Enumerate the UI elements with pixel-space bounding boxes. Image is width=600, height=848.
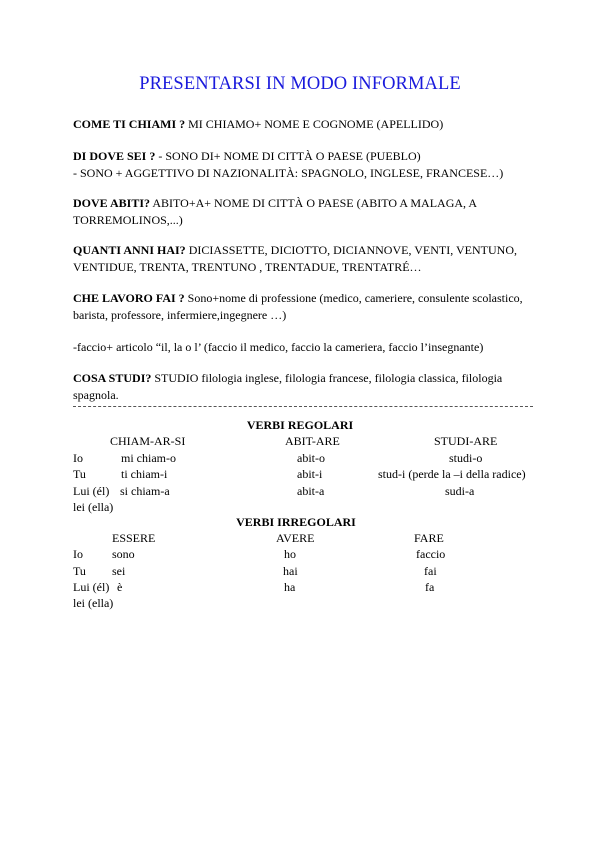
irregolari-column-2: AVERE bbox=[276, 531, 315, 545]
regolari-cell: si chiam-a bbox=[120, 484, 170, 498]
section-quanti-anni bbox=[73, 242, 543, 276]
regolari-cell: abit-o bbox=[297, 451, 325, 465]
regolari-subject: Lui (él) bbox=[73, 484, 110, 498]
irregolari-cell: sono bbox=[112, 547, 135, 561]
section-di-dove-sei bbox=[73, 148, 543, 182]
regolari-subject: Io bbox=[73, 451, 83, 465]
irregolari-cell: hai bbox=[283, 564, 298, 578]
regolari-cell: sudi-a bbox=[445, 484, 475, 498]
irregolari-cell: fa bbox=[425, 580, 435, 594]
irregolari-cell: fai bbox=[424, 564, 437, 578]
irregolari-cell: ho bbox=[284, 547, 296, 561]
section-faccio-note bbox=[73, 339, 543, 356]
question-label: DOVE ABITI? bbox=[73, 196, 151, 210]
regolari-cell: abit-i bbox=[297, 467, 323, 481]
irregolari-cell: è bbox=[117, 580, 123, 594]
question-label: COSA STUDI? bbox=[73, 371, 152, 385]
section-come-ti-chiami bbox=[73, 116, 543, 133]
regolari-heading: VERBI REGOLARI bbox=[246, 418, 354, 432]
irregolari-subject: Tu bbox=[73, 564, 86, 578]
question-label: QUANTI ANNI HAI? bbox=[73, 243, 186, 257]
irregolari-cell: sei bbox=[112, 564, 126, 578]
regolari-column-1: CHIAM-AR-SI bbox=[110, 434, 186, 448]
regolari-cell: abit-a bbox=[297, 484, 325, 498]
question-label: DI DOVE SEI ? bbox=[73, 149, 156, 163]
answer-text: ABITO+A+ NOME DI CITTÀ O PAESE (ABITO A MALAGA, A TORREMOLINOS,...) bbox=[73, 196, 477, 227]
regolari-subject: Tu bbox=[73, 467, 86, 481]
regolari-subject: lei (ella) bbox=[73, 500, 114, 514]
irregolari-column-3: FARE bbox=[414, 531, 444, 545]
section-che-lavoro bbox=[73, 290, 543, 324]
irregolari-subject: lei (ella) bbox=[73, 596, 114, 610]
irregolari-column-1: ESSERE bbox=[112, 531, 156, 545]
regolari-cell: ti chiam-i bbox=[121, 467, 168, 481]
irregolari-cell: faccio bbox=[416, 547, 446, 561]
regolari-cell: studi-o bbox=[449, 451, 483, 465]
question-label: COME TI CHIAMI ? bbox=[73, 117, 186, 131]
question-label: CHE LAVORO FAI ? bbox=[73, 291, 185, 305]
answer-text: MI CHIAMO+ NOME E COGNOME (APELLIDO) bbox=[185, 117, 444, 131]
irregolari-subject: Lui (él) bbox=[73, 580, 110, 594]
section-dove-abiti bbox=[73, 195, 543, 229]
note-text: -faccio+ articolo “il, la o l’ (faccio il medico, faccio la cameriera, faccio l’insegnante) bbox=[73, 340, 484, 354]
answer-text: DICIASSETTE, DICIOTTO, DICIANNOVE, VENTI, VENTUNO, VENTIDUE, TRENTA, TRENTUNO , TRENTADUE, TRENTATRÉ… bbox=[73, 243, 517, 274]
irregolari-subject: Io bbox=[73, 547, 83, 561]
dashed-divider bbox=[73, 406, 533, 407]
regolari-column-3: STUDI-ARE bbox=[434, 434, 498, 448]
section-cosa-studi bbox=[73, 370, 543, 404]
regolari-cell: mi chiam-o bbox=[121, 451, 176, 465]
page-title: PRESENTARSI IN MODO INFORMALE bbox=[139, 74, 461, 94]
irregolari-cell: ha bbox=[284, 580, 296, 594]
answer-extra-text: - SONO + AGGETTIVO DI NAZIONALITÀ: SPAGNOLO, INGLESE, FRANCESE…) bbox=[73, 166, 504, 180]
irregolari-heading: VERBI IRREGOLARI bbox=[236, 515, 356, 529]
answer-text: Sono+nome di professione (medico, cameriere, consulente scolastico, barista, professore, infermiere,ingegnere …) bbox=[73, 291, 523, 322]
answer-text: - SONO DI+ NOME DI CITTÀ O PAESE (PUEBLO) bbox=[155, 149, 421, 163]
regolari-column-2: ABIT-ARE bbox=[285, 434, 340, 448]
answer-text: STUDIO filologia inglese, filologia francese, filologia classica, filologia spagnola. bbox=[73, 371, 503, 402]
regolari-cell: stud-i (perde la –i della radice) bbox=[378, 467, 526, 481]
